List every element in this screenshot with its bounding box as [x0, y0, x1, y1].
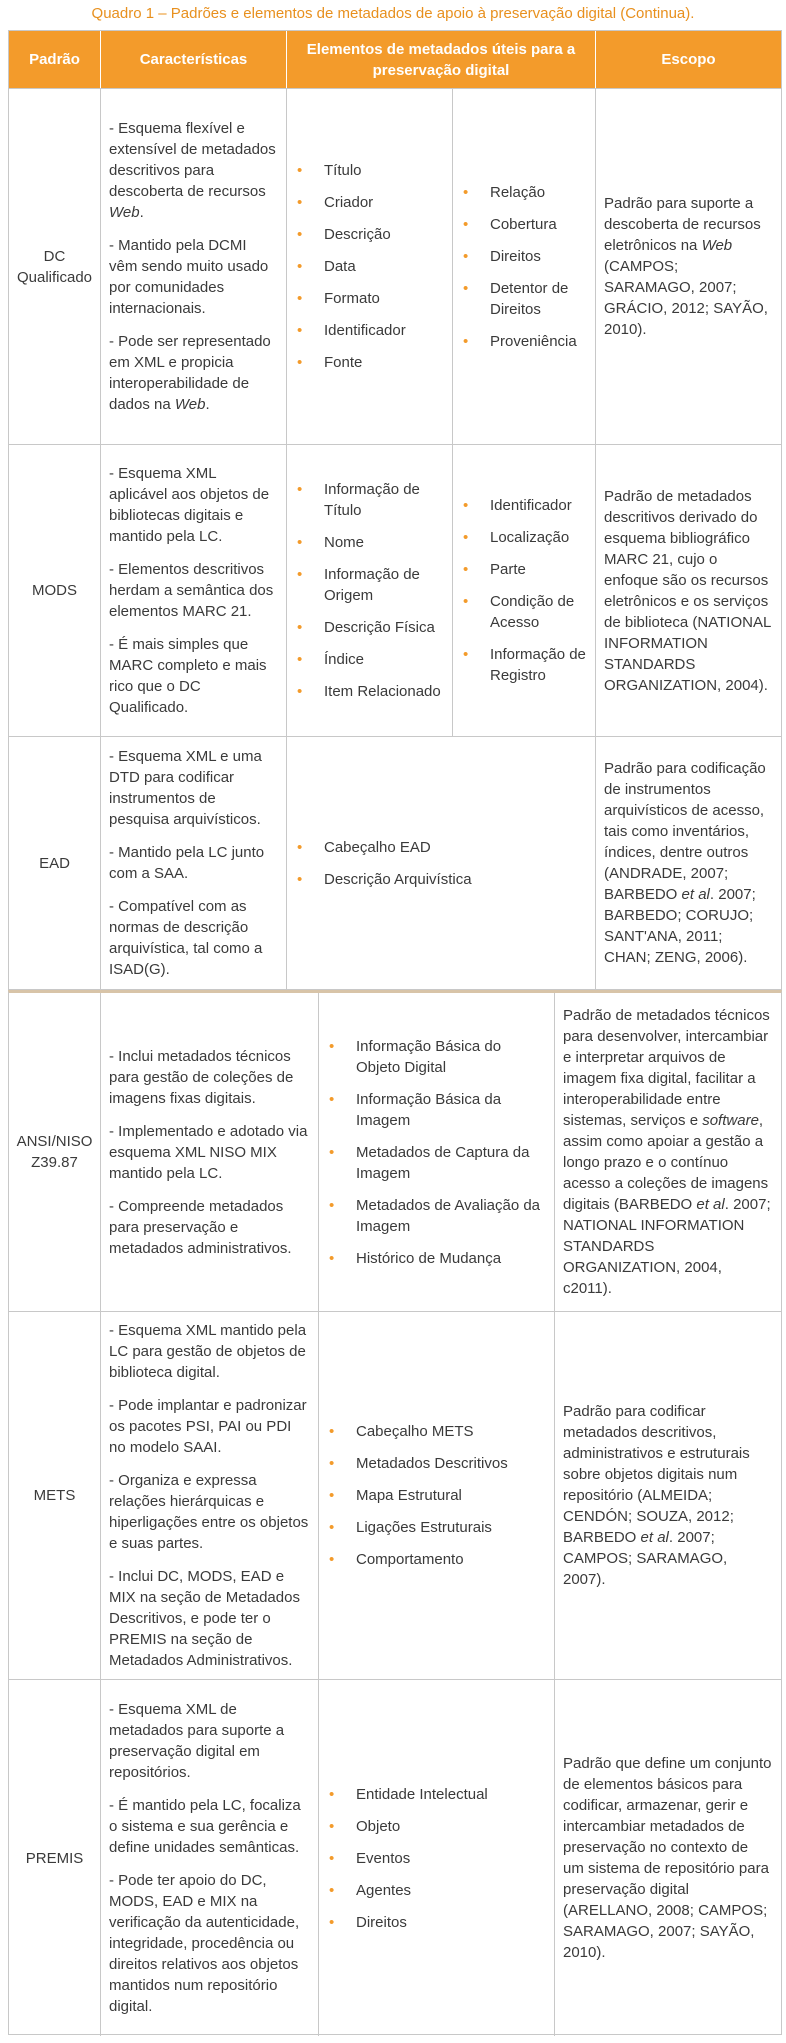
table-row-ansi-niso	[9, 993, 781, 1311]
standard-cell	[9, 993, 101, 1311]
header-characteristics: Características	[101, 31, 287, 88]
characteristic-item: - Inclui metadados técnicos para gestão de coleções de imagens fixas digitais.	[109, 1047, 294, 1107]
characteristics-cell	[101, 1312, 319, 1679]
standard-cell: METS	[9, 1312, 101, 1679]
characteristics-cell	[101, 993, 319, 1311]
element-item: • Informação de Origem	[297, 564, 444, 606]
element-item: • Descrição	[297, 224, 444, 245]
characteristic-item: - Pode implantar e padronizar os pacotes PSI, PAI ou PDI no modelo SAAI.	[109, 1397, 307, 1456]
standard-name-line2: Qualificado	[16, 268, 93, 286]
characteristic-item: - Mantido pela DCMI vêm sendo muito usado por comunidades internacionais.	[109, 237, 269, 317]
scope-cell: Padrão para codificação de instrumentos arquivísticos de acesso, tais como inventários, índices, dentre outros (ANDRADE, 2007; BARBEDO et al. 2007; BARBEDO; CORUJO; SANT'ANA, 2011; CHAN; ZENG, 2006).	[604, 760, 766, 966]
element-item: • Localização	[463, 527, 587, 548]
element-item: • Cabeçalho METS	[329, 1421, 546, 1442]
standard-cell: PREMIS	[9, 1680, 101, 2036]
characteristic-item: - Implementado e adotado via esquema XML NISO MIX mantido pela LC.	[109, 1122, 308, 1182]
header-elements	[287, 31, 596, 88]
characteristics-cell	[101, 445, 287, 736]
header-scope: Escopo	[661, 51, 716, 68]
element-item: • Metadados Descritivos	[329, 1453, 546, 1474]
table-row-mets	[9, 1311, 781, 1679]
elements-cell	[319, 1680, 555, 2036]
element-item: • Informação Básica da Imagem	[329, 1089, 546, 1131]
element-item: • Formato	[297, 288, 444, 309]
metadata-standards-table-part2	[8, 990, 782, 2035]
table-header	[9, 31, 781, 88]
scope-cell: Padrão para suporte a descoberta de recursos eletrônicos na Web (CAMPOS; SARAMAGO, 2007; GRÁCIO, 2012; SAYÃO, 2010).	[604, 195, 768, 338]
characteristics-cell	[101, 1680, 319, 2036]
elements-cell-col2	[453, 445, 596, 736]
element-item: • Informação de Registro	[463, 644, 587, 686]
standard-name-line1: ANSI/NISO	[16, 1133, 93, 1150]
table-row-ead	[9, 736, 781, 989]
characteristic-item: - Esquema XML e uma DTD para codificar instrumentos de pesquisa arquivísticos.	[109, 748, 262, 828]
metadata-standards-table-part1	[8, 30, 782, 990]
characteristic-item: - Inclui DC, MODS, EAD e MIX na seção de Metadados Descritivos, e pode ter o PREMIS na seção de Metadados Administrativos.	[109, 1568, 300, 1669]
element-item: • Detentor de Direitos	[463, 278, 587, 320]
element-item: • Informação Básica do Objeto Digital	[329, 1036, 546, 1078]
element-item: • Metadados de Captura da Imagem	[329, 1142, 546, 1184]
element-item: • Cobertura	[463, 214, 587, 235]
characteristic-item: - É mantido pela LC, focaliza o sistema e sua gerência e define unidades semânticas.	[109, 1797, 301, 1856]
header-elements-line2: preservação digital	[372, 61, 510, 79]
table-row-mods	[9, 444, 781, 736]
element-item: • Direitos	[329, 1912, 546, 1933]
elements-cell	[319, 1312, 555, 1679]
characteristic-item: - Mantido pela LC junto com a SAA.	[109, 844, 265, 882]
standard-name-line1: DC	[43, 247, 66, 265]
element-item: • Histórico de Mudança	[329, 1248, 546, 1269]
element-item: • Agentes	[329, 1880, 546, 1901]
elements-cell-col1	[287, 445, 453, 736]
element-item: • Item Relacionado	[297, 681, 444, 702]
scope-cell: Padrão de metadados técnicos para desenvolver, intercambiar e interpretar arquivos de imagem fixa digital, facilitar a interoperabilidade entre sistemas, serviços e software, assim como apoiar a gestão a longo prazo e o contínuo acesso a coleções de imagens digitais (BARBEDO et al. 2007; NATIONAL INFORMATION STANDARDS ORGANIZATION, 2004, c2011).	[563, 1007, 771, 1297]
element-item: • Objeto	[329, 1816, 546, 1837]
standard-cell: MODS	[9, 445, 101, 736]
scope-cell: Padrão de metadados descritivos derivado do esquema bibliográfico MARC 21, cujo o enfoque são os recursos eletrônicos e os serviços de biblioteca (NATIONAL INFORMATION STANDARDS ORGANIZATION, 2004).	[604, 487, 771, 694]
element-item: • Parte	[463, 559, 587, 580]
scope-cell: Padrão para codificar metadados descritivos, administrativos e estruturais sobre objetos digitais num repositório (ALMEIDA; CENDÓN; SOUZA, 2012; BARBEDO et al. 2007; CAMPOS; SARAMAGO, 2007).	[563, 1403, 750, 1588]
element-item: • Proveniência	[463, 331, 587, 352]
element-item: • Identificador	[463, 495, 587, 516]
element-item: • Data	[297, 256, 444, 277]
element-item: • Relação	[463, 182, 587, 203]
characteristic-item: - Organiza e expressa relações hierárquicas e hiperligações entre os objetos e suas partes.	[109, 1472, 309, 1552]
table-row-premis	[9, 1679, 781, 2036]
element-item: • Descrição Arquivística	[297, 869, 587, 890]
elements-cell	[319, 993, 555, 1311]
characteristic-item: - Esquema flexível e extensível de metadados descritivos para descoberta de recursos Web.	[109, 120, 276, 221]
characteristic-item: - Esquema XML de metadados para suporte a preservação digital em repositórios.	[109, 1701, 285, 1781]
element-item: • Comportamento	[329, 1549, 546, 1570]
element-item: • Índice	[297, 649, 444, 670]
characteristic-item: - Compatível com as normas de descrição arquivística, tal como a ISAD(G).	[109, 898, 263, 978]
table-caption: Quadro 1 – Padrões e elementos de metadados de apoio à preservação digital (Continua).	[91, 5, 695, 22]
header-standard: Padrão	[9, 31, 101, 88]
elements-cell-col1	[287, 89, 453, 444]
characteristic-item: - Compreende metadados para preservação e metadados administrativos.	[109, 1197, 292, 1257]
characteristic-item: - Esquema XML aplicável aos objetos de bibliotecas digitais e mantido pela LC.	[109, 465, 270, 545]
elements-cell	[287, 737, 596, 989]
characteristic-item: - Esquema XML mantido pela LC para gestão de objetos de biblioteca digital.	[109, 1322, 307, 1381]
characteristic-item: - Elementos descritivos herdam a semântica dos elementos MARC 21.	[109, 561, 274, 620]
element-item: • Ligações Estruturais	[329, 1517, 546, 1538]
element-item: • Descrição Física	[297, 617, 444, 638]
element-item: • Título	[297, 160, 444, 181]
element-item: • Entidade Intelectual	[329, 1784, 546, 1805]
elements-cell-col2	[453, 89, 596, 444]
element-item: • Direitos	[463, 246, 587, 267]
element-item: • Metadados de Avaliação da Imagem	[329, 1195, 546, 1237]
characteristic-item: - É mais simples que MARC completo e mais rico que o DC Qualificado.	[109, 636, 267, 716]
standard-cell: EAD	[9, 737, 101, 989]
element-item: • Cabeçalho EAD	[297, 837, 587, 858]
element-item: • Mapa Estrutural	[329, 1485, 546, 1506]
characteristic-item: - Pode ter apoio do DC, MODS, EAD e MIX na verificação da autenticidade, integridade, procedência ou direitos relativos aos objetos mantidos num repositório digital.	[109, 1872, 300, 2015]
standard-cell	[9, 89, 101, 444]
table-row-dc	[9, 88, 781, 444]
characteristic-item: - Pode ser representado em XML e propicia interoperabilidade de dados na Web.	[109, 333, 271, 413]
characteristics-cell	[101, 737, 287, 989]
element-item: • Identificador	[297, 320, 444, 341]
element-item: • Condição de Acesso	[463, 591, 587, 633]
element-item: • Eventos	[329, 1848, 546, 1869]
element-item: • Nome	[297, 532, 444, 553]
scope-cell: Padrão que define um conjunto de elementos básicos para codificar, armazenar, gerir e intercambiar metadados de preservação no contexto de um sistema de repositório para preservação digital (ARELLANO, 2008; CAMPOS; SARAMAGO, 2007; SAYÃO, 2010).	[563, 1755, 772, 1961]
element-item: • Fonte	[297, 352, 444, 373]
characteristics-cell	[101, 89, 287, 444]
header-elements-line1: Elementos de metadados úteis para a	[306, 40, 576, 58]
standard-name-line2: Z39.87	[31, 1154, 78, 1171]
element-item: • Informação de Título	[297, 479, 444, 521]
element-item: • Criador	[297, 192, 444, 213]
